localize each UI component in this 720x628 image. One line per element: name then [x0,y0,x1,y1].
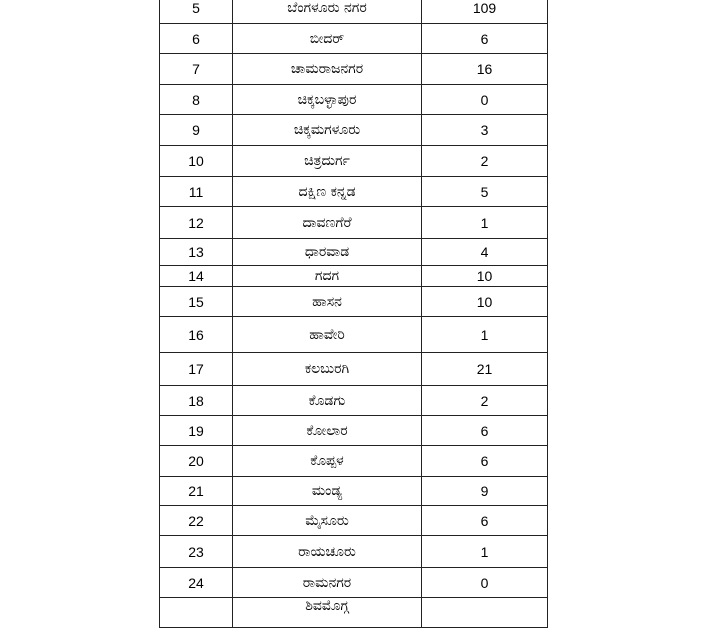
district-name-cell: ಹಾಸನ [233,287,422,317]
table-row [160,353,548,386]
district-name-cell: ಕೊಡಗು [233,386,422,416]
table-row [160,287,548,317]
table-row [160,24,548,54]
count-cell: 2 [422,146,548,177]
district-name-cell: ದಕ್ಷಿಣ ಕನ್ನಡ [233,177,422,207]
district-name-cell: ಬೆಂಗಳೂರು ನಗರ [233,0,422,24]
serial-number-cell: 21 [160,477,233,506]
count-cell: 1 [422,207,548,239]
serial-number-cell: 7 [160,54,233,85]
table-row [160,266,548,287]
district-name-cell: ಶಿವಮೊಗ್ಗ [233,598,422,628]
count-cell: 6 [422,416,548,446]
serial-number-cell: 15 [160,287,233,317]
table-row [160,568,548,598]
table-row [160,477,548,506]
serial-number-cell: 12 [160,207,233,239]
table-row [160,239,548,266]
count-cell: 4 [422,239,548,266]
district-name-cell: ರಾಯಚೂರು [233,536,422,568]
district-name-cell: ಚಾಮರಾಜನಗರ [233,54,422,85]
district-name-cell: ಕೊಪ್ಪಳ [233,446,422,477]
table-row [160,0,548,24]
district-name-cell: ಚಿಕ್ಕಬಳ್ಳಾಪುರ [233,85,422,115]
district-name-cell: ಕಲಬುರಗಿ [233,353,422,386]
district-name-cell: ಮೈಸೂರು [233,506,422,536]
table-row [160,115,548,146]
serial-number-cell: 11 [160,177,233,207]
serial-number-cell: 8 [160,85,233,115]
table-row [160,146,548,177]
table-row [160,207,548,239]
district-name-cell: ದಾವಣಗೆರೆ [233,207,422,239]
serial-number-cell: 13 [160,239,233,266]
count-cell [422,598,548,628]
table-row [160,536,548,568]
count-cell: 6 [422,446,548,477]
table-row [160,598,548,628]
district-name-cell: ಮಂಡ್ಯ [233,477,422,506]
count-cell: 2 [422,386,548,416]
district-name-cell: ಕೋಲಾರ [233,416,422,446]
serial-number-cell: 22 [160,506,233,536]
serial-number-cell: 9 [160,115,233,146]
count-cell: 16 [422,54,548,85]
district-name-cell: ಗದಗ [233,266,422,287]
district-name-cell: ಚಿಕ್ಕಮಗಳೂರು [233,115,422,146]
table-row [160,446,548,477]
count-cell: 1 [422,536,548,568]
table-row [160,317,548,353]
district-name-cell: ಚಿತ್ರದುರ್ಗ [233,146,422,177]
serial-number-cell: 18 [160,386,233,416]
count-cell: 3 [422,115,548,146]
district-cases-table [159,0,548,628]
serial-number-cell [160,598,233,628]
table-row [160,85,548,115]
table-row [160,506,548,536]
count-cell: 9 [422,477,548,506]
count-cell: 10 [422,266,548,287]
count-cell: 6 [422,506,548,536]
serial-number-cell: 24 [160,568,233,598]
district-name-cell: ಹಾವೇರಿ [233,317,422,353]
serial-number-cell: 19 [160,416,233,446]
serial-number-cell: 20 [160,446,233,477]
table-row [160,386,548,416]
table-row [160,177,548,207]
district-name-cell: ಬೀದರ್ [233,24,422,54]
count-cell: 109 [422,0,548,24]
serial-number-cell: 6 [160,24,233,54]
serial-number-cell: 5 [160,0,233,24]
count-cell: 5 [422,177,548,207]
count-cell: 10 [422,287,548,317]
serial-number-cell: 17 [160,353,233,386]
district-name-cell: ಧಾರವಾಡ [233,239,422,266]
serial-number-cell: 10 [160,146,233,177]
serial-number-cell: 16 [160,317,233,353]
table-row [160,54,548,85]
district-name-cell: ರಾಮನಗರ [233,568,422,598]
serial-number-cell: 14 [160,266,233,287]
count-cell: 1 [422,317,548,353]
count-cell: 21 [422,353,548,386]
table-row [160,416,548,446]
count-cell: 6 [422,24,548,54]
count-cell: 0 [422,85,548,115]
serial-number-cell: 23 [160,536,233,568]
count-cell: 0 [422,568,548,598]
